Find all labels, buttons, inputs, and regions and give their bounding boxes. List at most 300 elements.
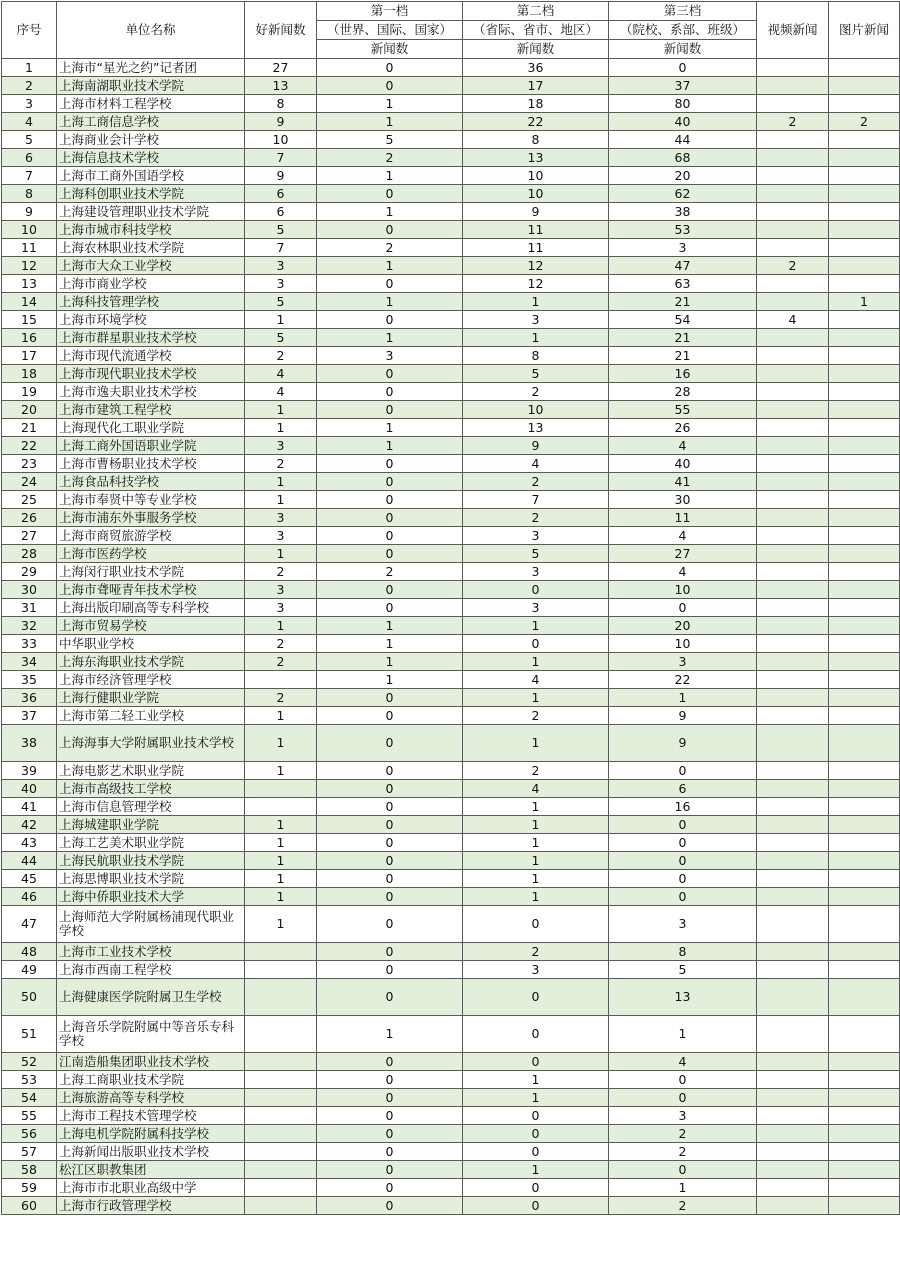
- table-row: [2, 365, 900, 383]
- table-row: [2, 149, 900, 167]
- cell-unit-name: 上海市贸易学校: [57, 617, 245, 635]
- cell-tier2-count: 0: [463, 1143, 609, 1161]
- cell-tier2-count: 10: [463, 185, 609, 203]
- table-row: [2, 419, 900, 437]
- cell-video-news: [757, 419, 829, 437]
- header-seq: 序号: [2, 2, 57, 59]
- cell-picture-news: [829, 473, 900, 491]
- cell-good-news: [245, 1161, 317, 1179]
- cell-seq: 56: [2, 1125, 57, 1143]
- cell-tier3-count: 63: [609, 275, 757, 293]
- cell-seq: 50: [2, 979, 57, 1016]
- cell-good-news: 4: [245, 365, 317, 383]
- cell-good-news: 2: [245, 689, 317, 707]
- cell-picture-news: [829, 1125, 900, 1143]
- cell-tier2-count: 0: [463, 1179, 609, 1197]
- cell-seq: 11: [2, 239, 57, 257]
- cell-tier2-count: 3: [463, 599, 609, 617]
- cell-tier2-count: 10: [463, 401, 609, 419]
- table-body: [2, 59, 900, 1215]
- table-row: [2, 1016, 900, 1053]
- cell-tier1-count: 0: [317, 943, 463, 961]
- cell-unit-name: 上海市群星职业技术学校: [57, 329, 245, 347]
- table-row: [2, 203, 900, 221]
- cell-unit-name: 上海出版印刷高等专科学校: [57, 599, 245, 617]
- cell-tier1-count: 0: [317, 1125, 463, 1143]
- cell-tier3-count: 20: [609, 167, 757, 185]
- cell-tier2-count: 5: [463, 365, 609, 383]
- cell-picture-news: [829, 185, 900, 203]
- cell-picture-news: [829, 491, 900, 509]
- cell-tier2-count: 0: [463, 1107, 609, 1125]
- cell-tier1-count: 1: [317, 203, 463, 221]
- cell-good-news: 2: [245, 455, 317, 473]
- cell-tier3-count: 53: [609, 221, 757, 239]
- cell-seq: 16: [2, 329, 57, 347]
- cell-video-news: [757, 870, 829, 888]
- cell-unit-name: 上海工艺美术职业学院: [57, 834, 245, 852]
- cell-picture-news: [829, 1016, 900, 1053]
- cell-tier3-count: 4: [609, 437, 757, 455]
- cell-tier3-count: 55: [609, 401, 757, 419]
- cell-tier1-count: 0: [317, 1071, 463, 1089]
- table-row: [2, 1053, 900, 1071]
- cell-tier3-count: 26: [609, 419, 757, 437]
- cell-good-news: 1: [245, 491, 317, 509]
- cell-tier1-count: 1: [317, 167, 463, 185]
- cell-good-news: 2: [245, 653, 317, 671]
- cell-tier3-count: 0: [609, 1071, 757, 1089]
- cell-seq: 14: [2, 293, 57, 311]
- cell-seq: 26: [2, 509, 57, 527]
- cell-unit-name: 上海市曹杨职业技术学校: [57, 455, 245, 473]
- table-row: [2, 563, 900, 581]
- cell-picture-news: [829, 961, 900, 979]
- cell-picture-news: [829, 943, 900, 961]
- cell-seq: 12: [2, 257, 57, 275]
- cell-tier2-count: 1: [463, 816, 609, 834]
- cell-tier1-count: 1: [317, 671, 463, 689]
- cell-picture-news: [829, 455, 900, 473]
- cell-tier2-count: 1: [463, 870, 609, 888]
- cell-tier2-count: 0: [463, 635, 609, 653]
- header-tier3-scope: （院校、系部、班级）: [609, 21, 757, 40]
- cell-tier1-count: 1: [317, 95, 463, 113]
- cell-tier1-count: 0: [317, 1179, 463, 1197]
- table-row: [2, 545, 900, 563]
- cell-tier3-count: 16: [609, 365, 757, 383]
- cell-picture-news: [829, 1107, 900, 1125]
- cell-tier1-count: 1: [317, 635, 463, 653]
- cell-video-news: [757, 852, 829, 870]
- cell-unit-name: 上海市工业技术学校: [57, 943, 245, 961]
- cell-tier3-count: 47: [609, 257, 757, 275]
- cell-video-news: [757, 329, 829, 347]
- cell-tier2-count: 3: [463, 961, 609, 979]
- cell-seq: 1: [2, 59, 57, 77]
- table-row: [2, 1107, 900, 1125]
- cell-unit-name: 上海中侨职业技术大学: [57, 888, 245, 906]
- cell-good-news: 1: [245, 906, 317, 943]
- cell-picture-news: [829, 1071, 900, 1089]
- cell-seq: 43: [2, 834, 57, 852]
- cell-picture-news: [829, 77, 900, 95]
- cell-tier1-count: 0: [317, 979, 463, 1016]
- cell-tier3-count: 41: [609, 473, 757, 491]
- cell-good-news: [245, 1089, 317, 1107]
- cell-tier1-count: 0: [317, 455, 463, 473]
- cell-good-news: 1: [245, 545, 317, 563]
- cell-picture-news: [829, 131, 900, 149]
- cell-seq: 22: [2, 437, 57, 455]
- cell-video-news: [757, 834, 829, 852]
- table-row: [2, 1089, 900, 1107]
- cell-good-news: 9: [245, 113, 317, 131]
- cell-tier3-count: 16: [609, 798, 757, 816]
- cell-picture-news: [829, 383, 900, 401]
- cell-picture-news: [829, 888, 900, 906]
- cell-tier2-count: 8: [463, 131, 609, 149]
- cell-good-news: [245, 1179, 317, 1197]
- cell-tier3-count: 3: [609, 653, 757, 671]
- cell-good-news: 1: [245, 870, 317, 888]
- cell-unit-name: 上海市商业学校: [57, 275, 245, 293]
- cell-tier1-count: 0: [317, 1197, 463, 1215]
- cell-tier1-count: 0: [317, 1161, 463, 1179]
- cell-video-news: [757, 1161, 829, 1179]
- cell-good-news: [245, 943, 317, 961]
- cell-seq: 55: [2, 1107, 57, 1125]
- cell-unit-name: 上海工商信息学校: [57, 113, 245, 131]
- cell-tier3-count: 1: [609, 1179, 757, 1197]
- cell-video-news: [757, 401, 829, 419]
- table-row: [2, 527, 900, 545]
- cell-picture-news: [829, 762, 900, 780]
- cell-tier3-count: 68: [609, 149, 757, 167]
- table-row: [2, 1179, 900, 1197]
- cell-good-news: [245, 1053, 317, 1071]
- cell-good-news: 4: [245, 383, 317, 401]
- cell-tier2-count: 12: [463, 257, 609, 275]
- cell-good-news: [245, 1143, 317, 1161]
- cell-seq: 54: [2, 1089, 57, 1107]
- cell-tier2-count: 12: [463, 275, 609, 293]
- cell-picture-news: [829, 1143, 900, 1161]
- cell-tier3-count: 20: [609, 617, 757, 635]
- cell-tier3-count: 4: [609, 1053, 757, 1071]
- cell-tier1-count: 0: [317, 1107, 463, 1125]
- table-row: [2, 1161, 900, 1179]
- cell-good-news: 6: [245, 185, 317, 203]
- cell-tier1-count: 0: [317, 906, 463, 943]
- cell-seq: 48: [2, 943, 57, 961]
- cell-tier3-count: 38: [609, 203, 757, 221]
- cell-tier3-count: 40: [609, 113, 757, 131]
- cell-tier1-count: 0: [317, 545, 463, 563]
- cell-tier3-count: 21: [609, 347, 757, 365]
- cell-tier2-count: 1: [463, 689, 609, 707]
- cell-picture-news: [829, 725, 900, 762]
- cell-tier3-count: 9: [609, 725, 757, 762]
- table-row: [2, 581, 900, 599]
- cell-tier1-count: 2: [317, 149, 463, 167]
- cell-video-news: [757, 780, 829, 798]
- cell-tier1-count: 1: [317, 419, 463, 437]
- table-row: [2, 635, 900, 653]
- cell-tier2-count: 0: [463, 979, 609, 1016]
- cell-picture-news: [829, 581, 900, 599]
- cell-tier3-count: 0: [609, 599, 757, 617]
- cell-good-news: 1: [245, 762, 317, 780]
- cell-tier2-count: 1: [463, 653, 609, 671]
- cell-tier1-count: 0: [317, 870, 463, 888]
- cell-good-news: 1: [245, 834, 317, 852]
- cell-video-news: [757, 491, 829, 509]
- table-row: [2, 852, 900, 870]
- cell-unit-name: 上海农林职业技术学院: [57, 239, 245, 257]
- cell-video-news: [757, 581, 829, 599]
- cell-unit-name: 上海音乐学院附属中等音乐专科学校: [57, 1016, 245, 1053]
- table-row: [2, 59, 900, 77]
- table-row: [2, 816, 900, 834]
- table-header: [2, 2, 900, 59]
- table-row: [2, 131, 900, 149]
- cell-unit-name: 上海商业会计学校: [57, 131, 245, 149]
- cell-seq: 15: [2, 311, 57, 329]
- cell-picture-news: [829, 275, 900, 293]
- cell-seq: 6: [2, 149, 57, 167]
- cell-tier1-count: 1: [317, 1016, 463, 1053]
- cell-tier3-count: 10: [609, 581, 757, 599]
- cell-seq: 30: [2, 581, 57, 599]
- cell-tier2-count: 0: [463, 1016, 609, 1053]
- cell-unit-name: 上海市城市科技学校: [57, 221, 245, 239]
- table-row: [2, 167, 900, 185]
- cell-tier1-count: 0: [317, 59, 463, 77]
- cell-good-news: 7: [245, 239, 317, 257]
- cell-seq: 17: [2, 347, 57, 365]
- table-row: [2, 653, 900, 671]
- cell-unit-name: 上海市工程技术管理学校: [57, 1107, 245, 1125]
- cell-tier3-count: 8: [609, 943, 757, 961]
- cell-tier2-count: 13: [463, 419, 609, 437]
- cell-unit-name: 上海市“星光之约”记者团: [57, 59, 245, 77]
- cell-tier2-count: 1: [463, 834, 609, 852]
- cell-unit-name: 上海市现代职业技术学校: [57, 365, 245, 383]
- cell-tier3-count: 3: [609, 239, 757, 257]
- cell-video-news: [757, 653, 829, 671]
- cell-seq: 59: [2, 1179, 57, 1197]
- cell-tier3-count: 10: [609, 635, 757, 653]
- cell-good-news: 1: [245, 816, 317, 834]
- cell-good-news: 1: [245, 311, 317, 329]
- cell-picture-news: [829, 979, 900, 1016]
- table-row: [2, 1143, 900, 1161]
- cell-good-news: [245, 1071, 317, 1089]
- cell-seq: 24: [2, 473, 57, 491]
- cell-tier2-count: 2: [463, 707, 609, 725]
- cell-tier1-count: 1: [317, 653, 463, 671]
- cell-video-news: [757, 617, 829, 635]
- cell-tier1-count: 0: [317, 185, 463, 203]
- cell-picture-news: [829, 689, 900, 707]
- cell-tier2-count: 9: [463, 437, 609, 455]
- cell-good-news: 1: [245, 473, 317, 491]
- cell-tier3-count: 0: [609, 816, 757, 834]
- cell-video-news: [757, 77, 829, 95]
- table-row: [2, 473, 900, 491]
- cell-unit-name: 上海东海职业技术学院: [57, 653, 245, 671]
- header-tier2-scope: （省际、省市、地区）: [463, 21, 609, 40]
- table-row: [2, 77, 900, 95]
- cell-good-news: 13: [245, 77, 317, 95]
- cell-unit-name: 上海市西南工程学校: [57, 961, 245, 979]
- cell-tier1-count: 0: [317, 491, 463, 509]
- table-row: [2, 671, 900, 689]
- cell-good-news: 2: [245, 347, 317, 365]
- cell-tier2-count: 8: [463, 347, 609, 365]
- cell-unit-name: 上海市经济管理学校: [57, 671, 245, 689]
- cell-tier2-count: 2: [463, 762, 609, 780]
- cell-tier2-count: 1: [463, 798, 609, 816]
- cell-video-news: [757, 943, 829, 961]
- cell-seq: 27: [2, 527, 57, 545]
- cell-picture-news: [829, 816, 900, 834]
- news-stats-table: [1, 1, 900, 1215]
- table-row: [2, 113, 900, 131]
- header-picture-news: 图片新闻: [829, 2, 900, 59]
- cell-seq: 42: [2, 816, 57, 834]
- cell-tier2-count: 4: [463, 455, 609, 473]
- cell-tier2-count: 9: [463, 203, 609, 221]
- table-row: [2, 961, 900, 979]
- cell-unit-name: 上海南湖职业技术学院: [57, 77, 245, 95]
- table-row: [2, 906, 900, 943]
- cell-unit-name: 上海行健职业学院: [57, 689, 245, 707]
- table-row: [2, 491, 900, 509]
- cell-video-news: [757, 1125, 829, 1143]
- cell-tier1-count: 1: [317, 329, 463, 347]
- cell-good-news: 1: [245, 725, 317, 762]
- cell-tier1-count: 0: [317, 707, 463, 725]
- cell-tier3-count: 4: [609, 527, 757, 545]
- cell-seq: 20: [2, 401, 57, 419]
- cell-good-news: 3: [245, 509, 317, 527]
- cell-video-news: [757, 437, 829, 455]
- cell-tier2-count: 7: [463, 491, 609, 509]
- table-row: [2, 725, 900, 762]
- cell-tier2-count: 3: [463, 527, 609, 545]
- cell-unit-name: 上海现代化工职业学院: [57, 419, 245, 437]
- table-row: [2, 979, 900, 1016]
- cell-video-news: [757, 383, 829, 401]
- cell-tier1-count: 0: [317, 221, 463, 239]
- cell-good-news: 8: [245, 95, 317, 113]
- cell-picture-news: [829, 707, 900, 725]
- table-row: [2, 329, 900, 347]
- cell-video-news: [757, 599, 829, 617]
- cell-unit-name: 江南造船集团职业技术学校: [57, 1053, 245, 1071]
- cell-picture-news: [829, 1053, 900, 1071]
- cell-good-news: [245, 979, 317, 1016]
- cell-unit-name: 上海市建筑工程学校: [57, 401, 245, 419]
- cell-seq: 45: [2, 870, 57, 888]
- cell-unit-name: 上海闵行职业技术学院: [57, 563, 245, 581]
- cell-unit-name: 上海市信息管理学校: [57, 798, 245, 816]
- cell-tier3-count: 28: [609, 383, 757, 401]
- cell-picture-news: [829, 834, 900, 852]
- cell-tier3-count: 21: [609, 329, 757, 347]
- cell-unit-name: 上海电影艺术职业学院: [57, 762, 245, 780]
- cell-tier2-count: 11: [463, 221, 609, 239]
- cell-unit-name: 上海市浦东外事服务学校: [57, 509, 245, 527]
- cell-tier3-count: 13: [609, 979, 757, 1016]
- cell-good-news: 1: [245, 617, 317, 635]
- cell-good-news: [245, 780, 317, 798]
- cell-picture-news: [829, 329, 900, 347]
- header-good-news: 好新闻数: [245, 2, 317, 59]
- cell-unit-name: 上海海事大学附属职业技术学校: [57, 725, 245, 762]
- cell-tier1-count: 0: [317, 689, 463, 707]
- header-unit-name: 单位名称: [57, 2, 245, 59]
- cell-tier2-count: 18: [463, 95, 609, 113]
- cell-tier1-count: 0: [317, 1053, 463, 1071]
- cell-tier1-count: 0: [317, 834, 463, 852]
- cell-tier2-count: 0: [463, 581, 609, 599]
- table-row: [2, 834, 900, 852]
- cell-tier1-count: 0: [317, 275, 463, 293]
- cell-seq: 49: [2, 961, 57, 979]
- cell-good-news: 5: [245, 221, 317, 239]
- cell-tier1-count: 1: [317, 293, 463, 311]
- cell-seq: 46: [2, 888, 57, 906]
- header-tier1-title: 第一档: [317, 2, 463, 21]
- header-tier1-news-count: 新闻数: [317, 40, 463, 59]
- cell-video-news: [757, 131, 829, 149]
- table-row: [2, 798, 900, 816]
- cell-video-news: [757, 1197, 829, 1215]
- cell-unit-name: 上海科技管理学校: [57, 293, 245, 311]
- cell-seq: 40: [2, 780, 57, 798]
- table-row: [2, 455, 900, 473]
- table-row: [2, 762, 900, 780]
- table-row: [2, 870, 900, 888]
- cell-seq: 32: [2, 617, 57, 635]
- table-row: [2, 1197, 900, 1215]
- cell-picture-news: [829, 365, 900, 383]
- cell-unit-name: 上海建设管理职业技术学院: [57, 203, 245, 221]
- cell-unit-name: 上海师范大学附属杨浦现代职业学校: [57, 906, 245, 943]
- cell-good-news: 3: [245, 527, 317, 545]
- cell-seq: 10: [2, 221, 57, 239]
- cell-good-news: 5: [245, 329, 317, 347]
- cell-tier2-count: 3: [463, 311, 609, 329]
- cell-picture-news: [829, 798, 900, 816]
- cell-tier3-count: 37: [609, 77, 757, 95]
- cell-picture-news: [829, 221, 900, 239]
- cell-seq: 44: [2, 852, 57, 870]
- cell-video-news: [757, 275, 829, 293]
- cell-tier2-count: 2: [463, 509, 609, 527]
- cell-good-news: 9: [245, 167, 317, 185]
- cell-tier2-count: 1: [463, 1161, 609, 1179]
- table-row: [2, 347, 900, 365]
- table-row: [2, 257, 900, 275]
- cell-good-news: 1: [245, 707, 317, 725]
- cell-seq: 29: [2, 563, 57, 581]
- cell-video-news: [757, 1053, 829, 1071]
- cell-video-news: [757, 1071, 829, 1089]
